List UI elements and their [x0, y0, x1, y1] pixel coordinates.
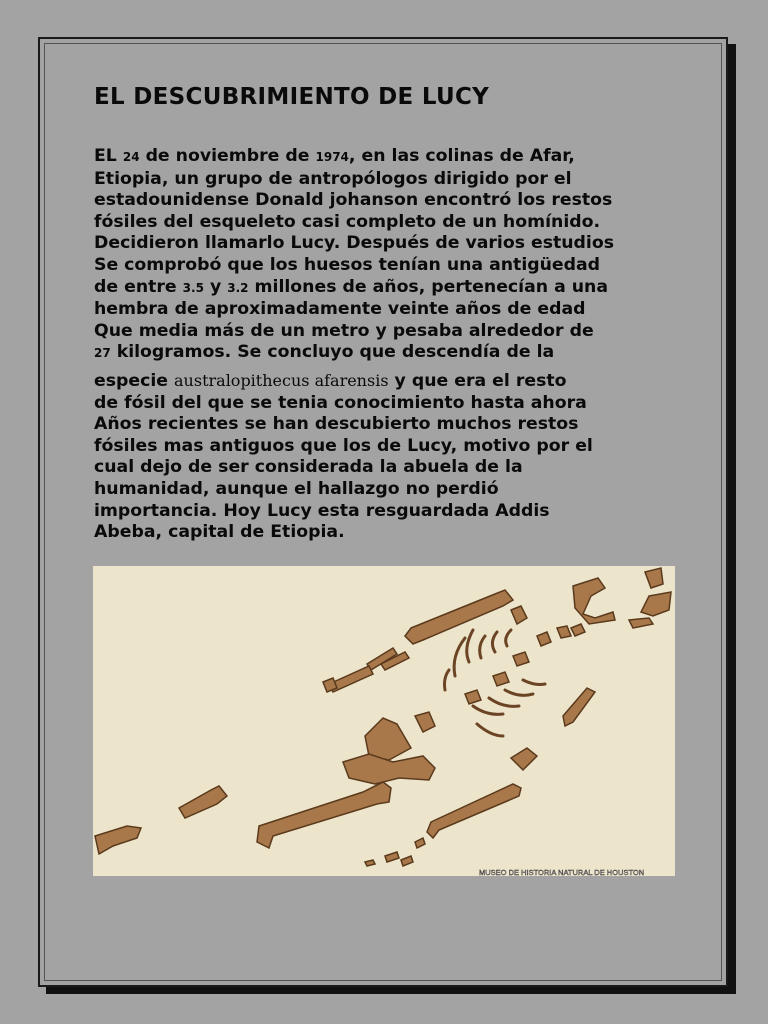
text-line: importancia. Hoy Lucy esta resguardada Addis — [94, 500, 550, 521]
text-line: fósiles mas antiguos que los de Lucy, motivo por el — [94, 435, 593, 456]
text-line: Etiopia, un grupo de antropólogos dirigido por el — [94, 168, 572, 189]
text-line: cual dejo de ser considerada la abuela de la — [94, 457, 523, 478]
text-line: de entre 3.5 y 3.2 millones de años, pertenecían a una — [94, 276, 609, 297]
species-name: australopithecus afarensis — [174, 370, 389, 390]
lucy-skeleton-photo — [93, 566, 675, 876]
text-line: de fósil del que se tenia conocimiento hasta ahora — [94, 392, 587, 413]
photo-caption: MUSEO DE HISTORIA NATURAL DE HOUSTON — [479, 868, 645, 876]
text-line: estadounidense Donald johanson encontró los restos — [94, 190, 613, 211]
text-line: Decidieron llamarlo Lucy. Después de varios estudios — [94, 233, 615, 254]
phalanx — [365, 860, 375, 866]
skeleton-illustration — [93, 566, 675, 876]
text-line: 27 kilogramos. Se concluyo que descendía de la — [94, 342, 555, 363]
text-line: humanidad, aunque el hallazgo no perdió — [94, 478, 499, 499]
page-title: EL DESCUBRIMIENTO DE LUCY — [94, 84, 490, 110]
text-line: Abeba, capital de Etiopia. — [94, 522, 345, 543]
text-line: Años recientes se han descubierto muchos restos — [94, 414, 579, 435]
body-paragraph — [94, 146, 684, 544]
text-line: Se comprobó que los huesos tenían una antigüedad — [94, 254, 601, 275]
text-line: especie australopithecus afarensis y que era el resto — [94, 370, 567, 391]
text-line: EL 24 de noviembre de 1974, en las colinas de Afar, — [94, 146, 575, 166]
text-line: hembra de aproximadamente veinte años de edad — [94, 299, 586, 320]
text-line: fósiles del esqueleto casi completo de un homínido. — [94, 211, 601, 232]
text-line: Que media más de un metro y pesaba alrededor de — [94, 320, 594, 341]
